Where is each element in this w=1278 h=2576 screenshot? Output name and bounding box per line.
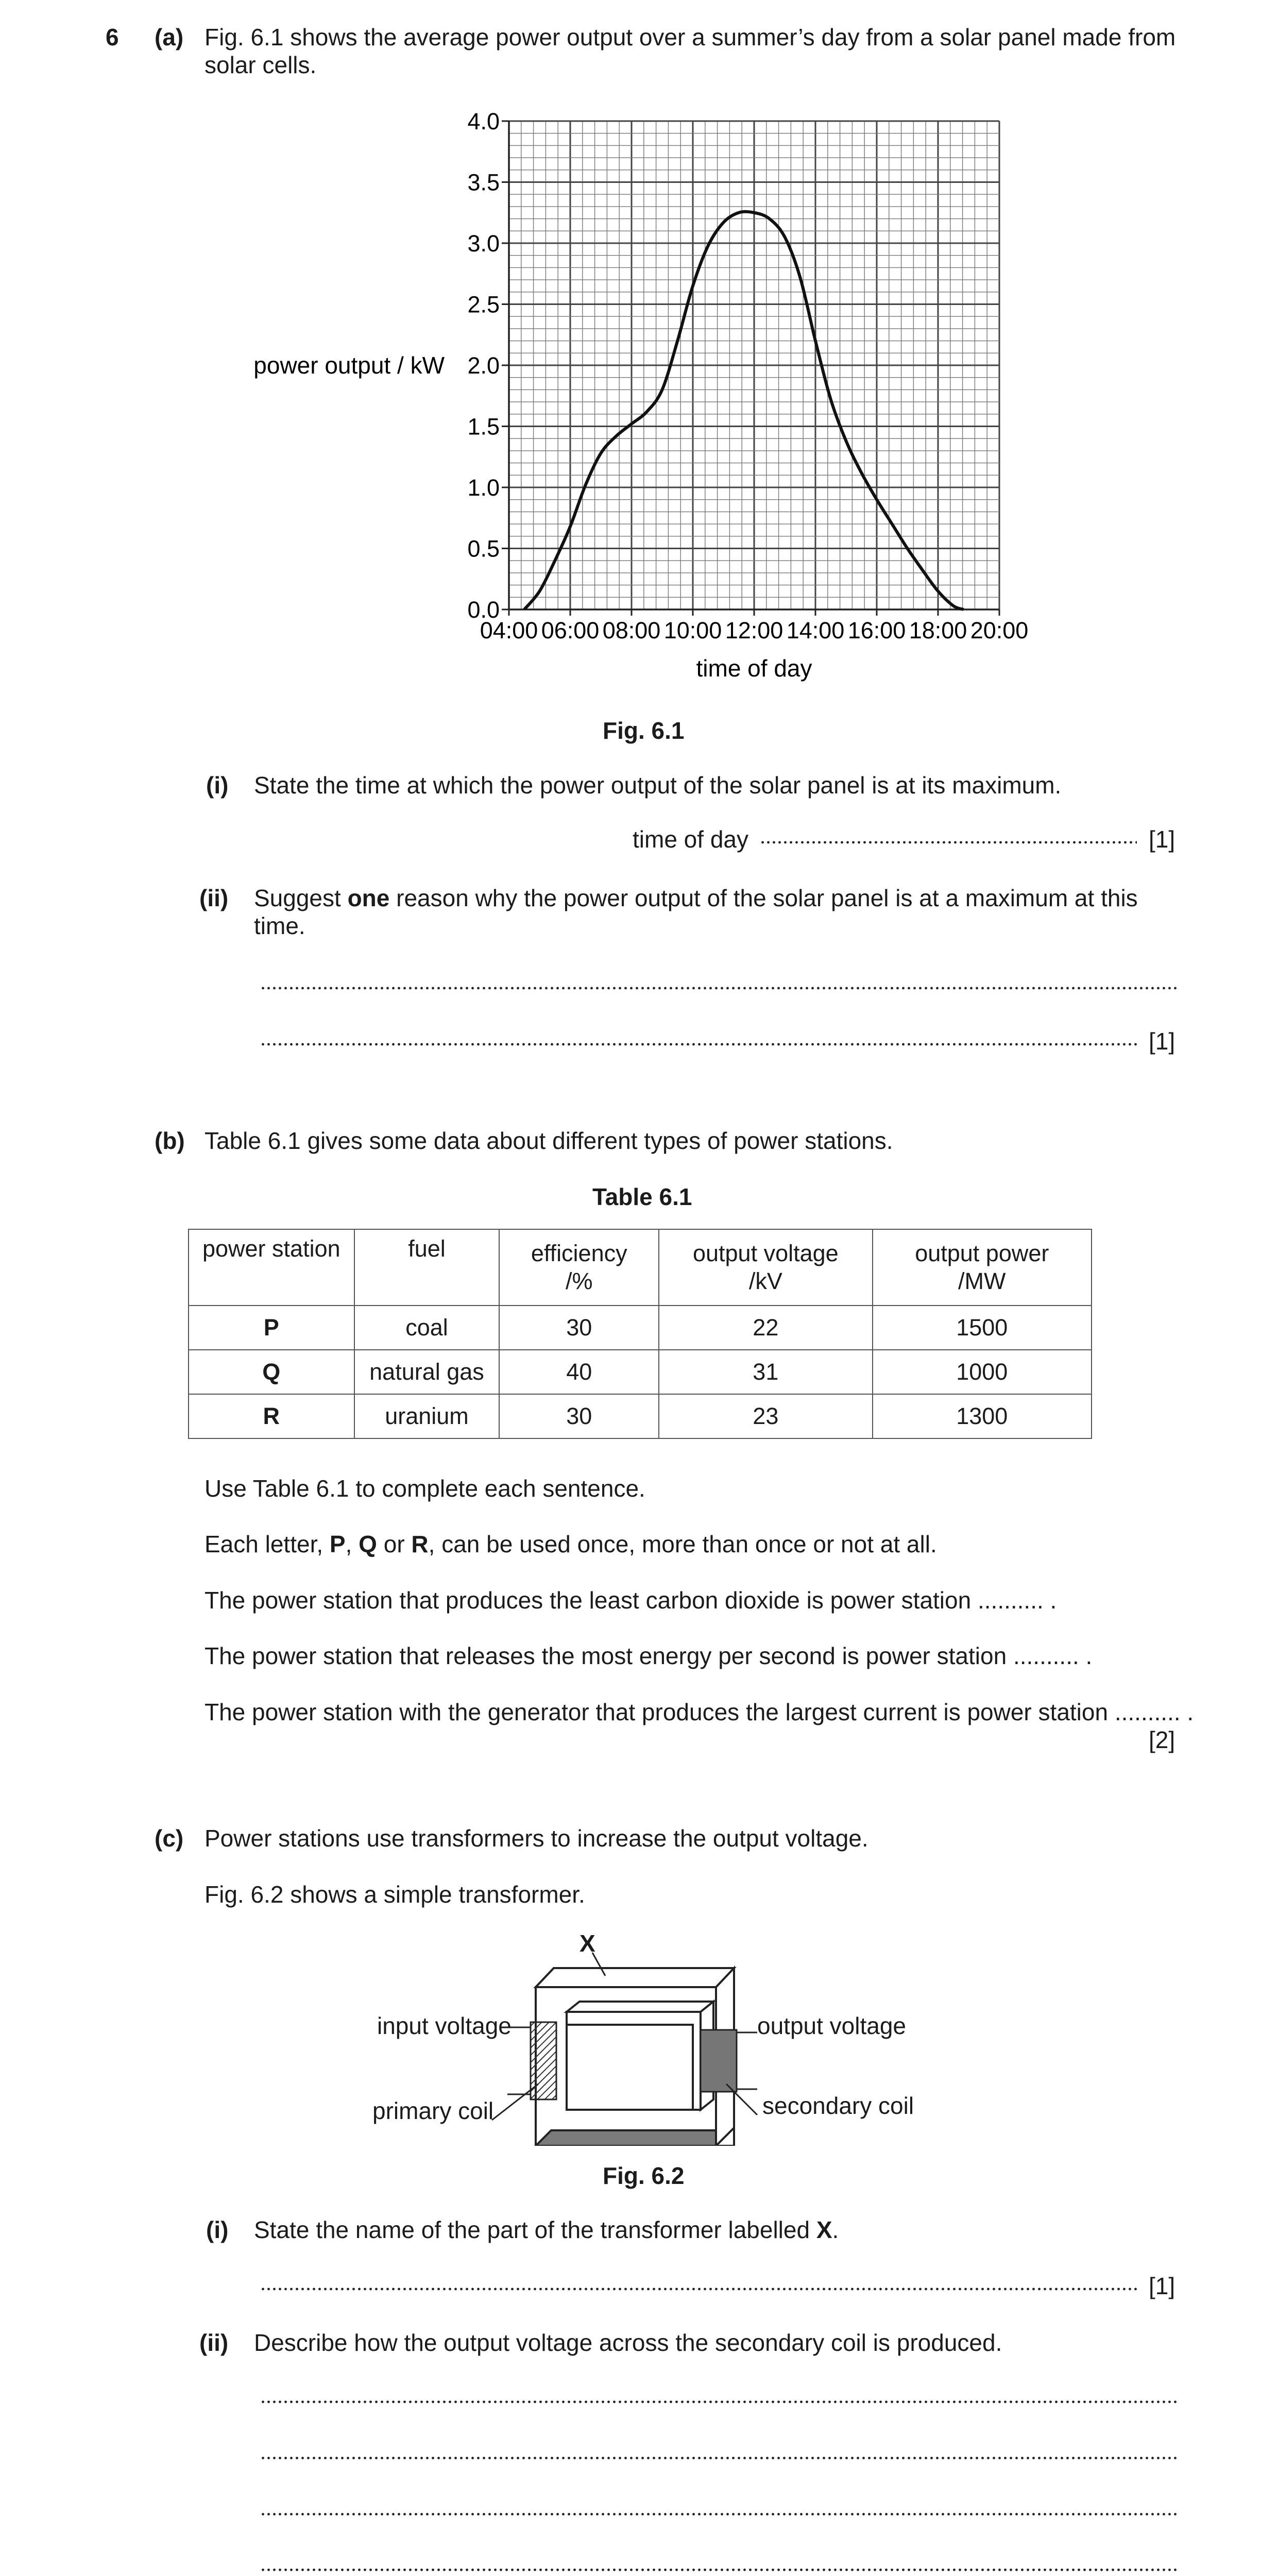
y-tick-label: 2.5 [467,291,500,318]
label-output-voltage: output voltage [757,2012,907,2039]
y-tick-label: 2.0 [467,352,500,379]
use-table-instruction: Use Table 6.1 to complete each sentence. [205,1475,645,1502]
y-tick-label: 0.5 [467,535,500,562]
part-c-i-label: (i) [206,2216,229,2243]
table-row [189,1350,1092,1394]
part-c-ii-answer-line-4[interactable] [260,2567,1179,2572]
fig-6-1-caption: Fig. 6.1 [603,717,685,744]
part-a-i-marks: [1] [1149,826,1175,853]
question-number: 6 [106,24,119,50]
part-c-intro: Power stations use transformers to increase the output voltage. [205,1825,868,1852]
label-secondary-coil: secondary coil [762,2092,914,2119]
sentence-3[interactable]: The power station with the generator that produces the largest current is power station .......... . [205,1699,1194,1725]
part-a-ii-answer-line-1[interactable] [260,986,1179,991]
label-primary-coil: primary coil [372,2097,494,2124]
cell-station: R [189,1394,354,1438]
part-c-i-question: State the name of the part of the transformer labelled X. [254,2216,839,2243]
x-tick-label: 16:00 [847,617,906,643]
y-tick-label: 0.0 [467,597,500,623]
header-fuel: fuel [354,1229,500,1306]
part-a-intro: Fig. 6.1 shows the average power output over a summer’s day from a solar panel made from solar cells. [205,24,1176,78]
cell-fuel: uranium [354,1394,500,1438]
x-tick-label: 18:00 [909,617,967,643]
cell-efficiency: 30 [499,1306,659,1350]
fig-6-2-intro: Fig. 6.2 shows a simple transformer. [205,1881,585,1908]
y-tick-label: 1.5 [467,413,500,440]
cell-voltage: 22 [659,1306,872,1350]
part-c-ii-answer-line-3[interactable] [260,2512,1179,2517]
part-b-marks: [2] [1149,1726,1175,1753]
part-a-i-question: State the time at which the power output of the solar panel is at its maximum. [254,772,1062,799]
letters-instruction: Each letter, P, Q or R, can be used once, more than once or not at all. [205,1531,937,1557]
y-tick-label: 1.0 [467,474,500,501]
part-c-label: (c) [155,1825,184,1852]
part-c-i-answer-line[interactable] [260,2286,1137,2292]
power-output-chart [0,93,1278,762]
part-b-label: (b) [155,1127,185,1154]
transformer-diagram [0,1929,1278,2146]
chart-ticks [467,108,1028,643]
part-a-i-label: (i) [206,772,229,799]
table-row [189,1394,1092,1438]
label-x: X [580,1930,595,1957]
label-input-voltage: input voltage [377,2012,512,2039]
part-a-i-answer-label: time of day [633,826,748,853]
part-a-ii-marks: [1] [1149,1028,1175,1055]
part-a-ii-label: (ii) [199,885,229,911]
part-c-i-marks: [1] [1149,2273,1175,2299]
part-a-ii-answer-line-2[interactable] [260,1042,1137,1047]
cell-voltage: 23 [659,1394,872,1438]
y-tick-label: 3.0 [467,230,500,257]
y-tick-label: 3.5 [467,169,500,196]
header-output-power: output power /MW [873,1229,1092,1306]
part-a-ii-question: Suggest one reason why the power output of the solar panel is at a maximum at this time. [254,885,1138,939]
table-6-1-caption: Table 6.1 [592,1183,692,1210]
part-a-i-answer-line[interactable] [760,840,1137,845]
sentence-2[interactable]: The power station that releases the most energy per second is power station .......... . [205,1642,1093,1669]
part-c-ii-answer-line-2[interactable] [260,2455,1179,2461]
part-b-intro: Table 6.1 gives some data about different types of power stations. [205,1127,893,1154]
header-output-voltage: output voltage /kV [659,1229,872,1306]
x-tick-label: 14:00 [786,617,845,643]
x-tick-label: 06:00 [541,617,600,643]
cell-voltage: 31 [659,1350,872,1394]
x-tick-label: 10:00 [663,617,722,643]
cell-station: Q [189,1350,354,1394]
cell-station: P [189,1306,354,1350]
cell-efficiency: 40 [499,1350,659,1394]
y-tick-label: 4.0 [467,108,500,134]
sentence-1[interactable]: The power station that produces the least carbon dioxide is power station .......... . [205,1587,1057,1614]
part-c-ii-label: (ii) [199,2329,229,2356]
cell-fuel: coal [354,1306,500,1350]
part-a-label: (a) [155,24,184,50]
header-efficiency: efficiency /% [499,1229,659,1306]
x-tick-label: 20:00 [970,617,1029,643]
chart-x-axis-label: time of day [696,655,812,682]
chart-grid [509,121,999,609]
x-tick-label: 12:00 [725,617,783,643]
table-row [189,1306,1092,1350]
cell-fuel: natural gas [354,1350,500,1394]
chart-y-axis-label: power output / kW [253,352,445,379]
cell-efficiency: 30 [499,1394,659,1438]
cell-power: 1000 [873,1350,1092,1394]
x-tick-label: 08:00 [602,617,661,643]
power-stations-table [188,1229,1092,1439]
x-tick-label: 04:00 [480,617,538,643]
part-c-ii-answer-line-1[interactable] [260,2399,1179,2404]
cell-power: 1300 [873,1394,1092,1438]
primary-coil [507,2022,556,2099]
part-c-ii-question: Describe how the output voltage across the secondary coil is produced. [254,2329,1002,2356]
header-power-station: power station [189,1229,354,1306]
secondary-coil [701,2030,757,2092]
cell-power: 1500 [873,1306,1092,1350]
table-header-row [189,1229,1092,1306]
fig-6-2-caption: Fig. 6.2 [603,2162,685,2189]
power-output-curve [524,212,964,609]
